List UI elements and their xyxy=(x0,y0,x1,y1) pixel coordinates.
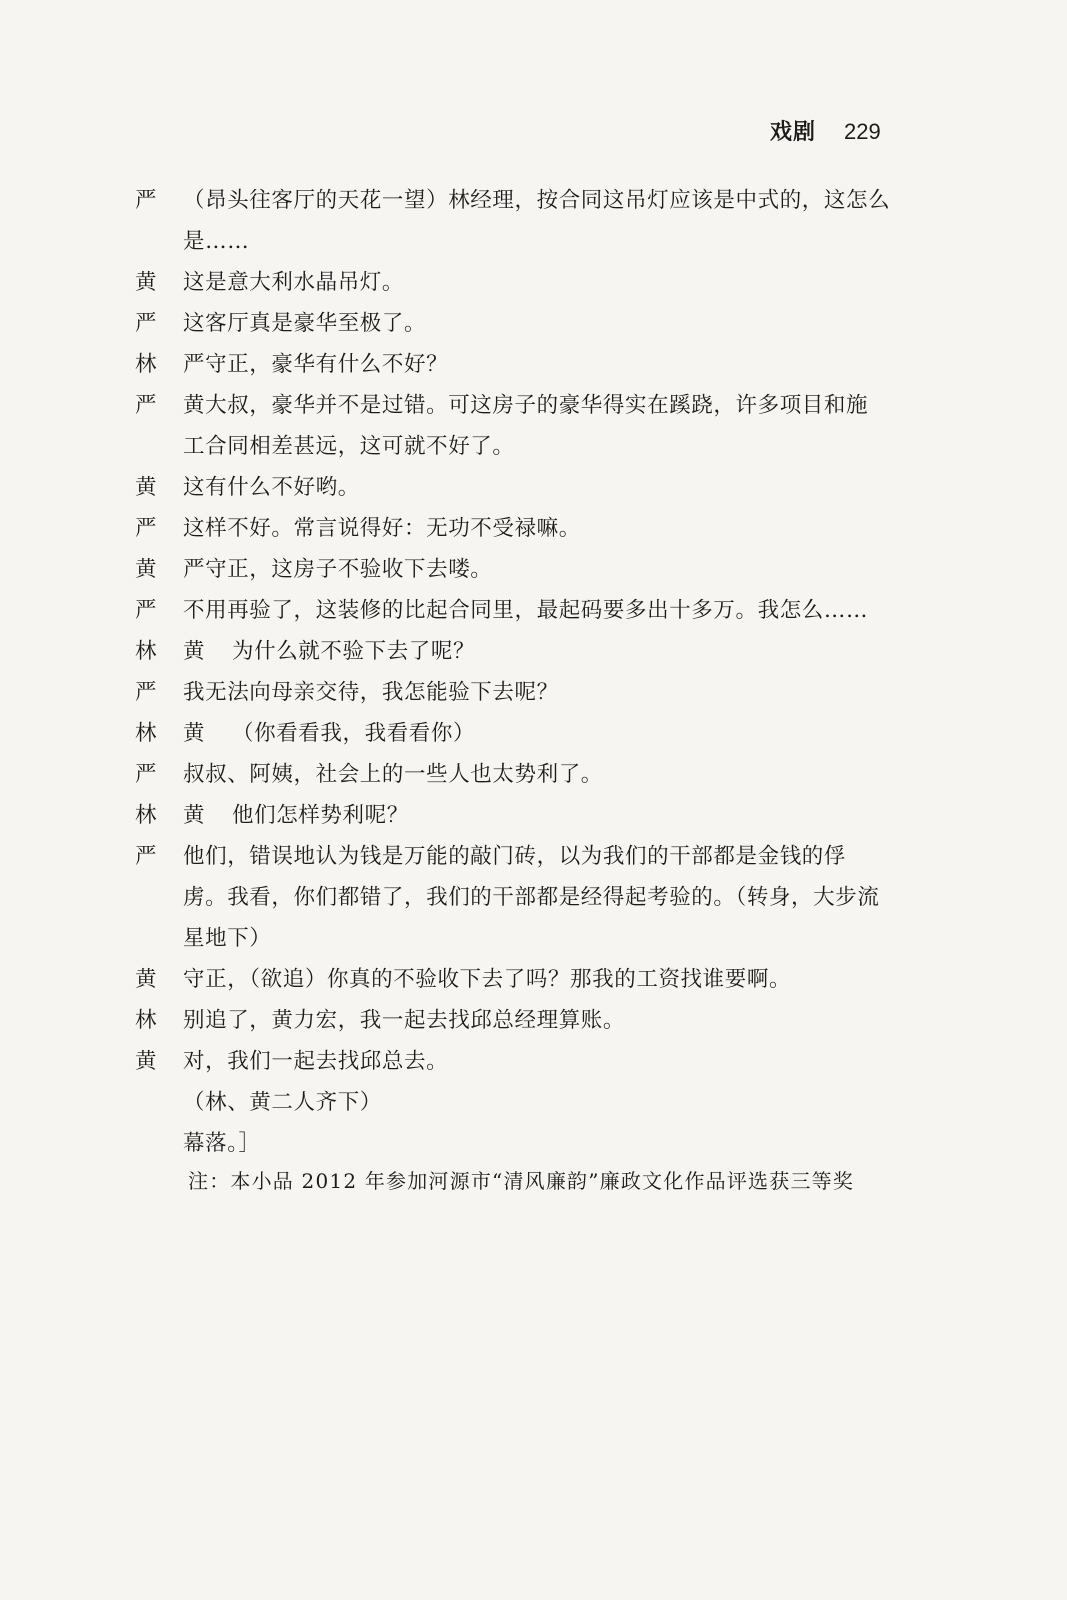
script-body xyxy=(135,180,935,1164)
dialogue-line xyxy=(135,754,935,795)
speaker-label: 林 xyxy=(135,639,157,664)
dialogue-text: 星地下） xyxy=(183,926,272,951)
dialogue-line xyxy=(135,1041,935,1082)
dialogue-line xyxy=(135,590,935,631)
speaker-label: 黄 xyxy=(135,967,157,992)
dialogue-line xyxy=(135,549,935,590)
speaker-label: 严 xyxy=(135,311,157,336)
dialogue-line xyxy=(135,180,935,221)
speaker-label: 严 xyxy=(135,680,157,705)
dialogue-text: 不用再验了，这装修的比起合同里，最起码要多出十多万。我怎么…… xyxy=(183,598,869,623)
speaker-label: 林 xyxy=(135,352,157,377)
speaker-label: 严 xyxy=(135,516,157,541)
dialogue-text: 这客厅真是豪华至极了。 xyxy=(183,311,427,336)
dialogue-text: 严守正，豪华有什么不好？ xyxy=(183,352,449,377)
dialogue-text: 是…… xyxy=(183,229,250,254)
dialogue-text: （你看看我，我看看你） xyxy=(232,721,476,746)
speaker-label: 黄 xyxy=(135,557,157,582)
dialogue-line xyxy=(135,221,935,262)
speaker-label-second: 黄 xyxy=(183,803,205,828)
dialogue-line xyxy=(135,713,935,754)
dialogue-text: 黄大叔，豪华并不是过错。可这房子的豪华得实在蹊跷，许多项目和施 xyxy=(183,393,869,418)
dialogue-text: 别追了，黄力宏，我一起去找邱总经理算账。 xyxy=(183,1008,626,1033)
dialogue-line xyxy=(135,344,935,385)
dialogue-line xyxy=(135,1000,935,1041)
speaker-label: 林 xyxy=(135,721,157,746)
dialogue-line xyxy=(135,303,935,344)
dialogue-text: 我无法向母亲交待，我怎能验下去呢？ xyxy=(183,680,559,705)
dialogue-line xyxy=(135,836,935,877)
dialogue-text: 他们怎样势利呢？ xyxy=(232,803,409,828)
speaker-label: 黄 xyxy=(135,475,157,500)
dialogue-text: 这样不好。常言说得好：无功不受禄嘛。 xyxy=(183,516,581,541)
dialogue-line xyxy=(135,918,935,959)
dialogue-line xyxy=(135,631,935,672)
speaker-label-second: 黄 xyxy=(183,639,205,664)
dialogue-text: 工合同相差甚远，这可就不好了。 xyxy=(183,434,515,459)
dialogue-text: 这有什么不好哟。 xyxy=(183,475,360,500)
dialogue-line xyxy=(135,426,935,467)
dialogue-text: 叔叔、阿姨，社会上的一些人也太势利了。 xyxy=(183,762,603,787)
dialogue-text: 这是意大利水晶吊灯。 xyxy=(183,270,405,295)
speaker-label: 严 xyxy=(135,393,157,418)
dialogue-text: 对，我们一起去找邱总去。 xyxy=(183,1049,449,1074)
dialogue-line xyxy=(135,1082,935,1123)
footnote: 注：本小品 2012 年参加河源市“清风廉韵”廉政文化作品评选获三等奖 xyxy=(188,1169,855,1193)
speaker-label: 严 xyxy=(135,598,157,623)
speaker-label: 严 xyxy=(135,844,157,869)
dialogue-line xyxy=(135,959,935,1000)
dialogue-line xyxy=(135,877,935,918)
dialogue-text: 守正，（欲追）你真的不验收下去了吗？那我的工资找谁要啊。 xyxy=(183,967,792,992)
section-title: 戏剧 xyxy=(770,119,817,145)
dialogue-line xyxy=(135,262,935,303)
dialogue-text: （林、黄二人齐下） xyxy=(183,1090,382,1115)
dialogue-line xyxy=(135,385,935,426)
dialogue-text: 幕落。］ xyxy=(183,1131,261,1156)
running-header xyxy=(770,117,930,147)
speaker-label-second: 黄 xyxy=(183,721,205,746)
dialogue-text: 他们，错误地认为钱是万能的敲门砖，以为我们的干部都是金钱的俘 xyxy=(183,844,847,869)
dialogue-text: 为什么就不验下去了呢？ xyxy=(232,639,476,664)
speaker-label: 黄 xyxy=(135,1049,157,1074)
dialogue-text: 严守正，这房子不验收下去喽。 xyxy=(183,557,493,582)
dialogue-line xyxy=(135,795,935,836)
page-number: 229 xyxy=(844,119,881,144)
dialogue-line xyxy=(135,672,935,713)
dialogue-text: （昂头往客厅的天花一望）林经理，按合同这吊灯应该是中式的，这怎么 xyxy=(183,188,891,213)
speaker-label: 黄 xyxy=(135,270,157,295)
speaker-label: 严 xyxy=(135,762,157,787)
speaker-label: 林 xyxy=(135,803,157,828)
speaker-label: 林 xyxy=(135,1008,157,1033)
dialogue-line xyxy=(135,508,935,549)
dialogue-line xyxy=(135,467,935,508)
speaker-label: 严 xyxy=(135,188,157,213)
dialogue-text: 虏。我看，你们都错了，我们的干部都是经得起考验的。（转身，大步流 xyxy=(183,885,880,910)
dialogue-line xyxy=(135,1123,935,1164)
